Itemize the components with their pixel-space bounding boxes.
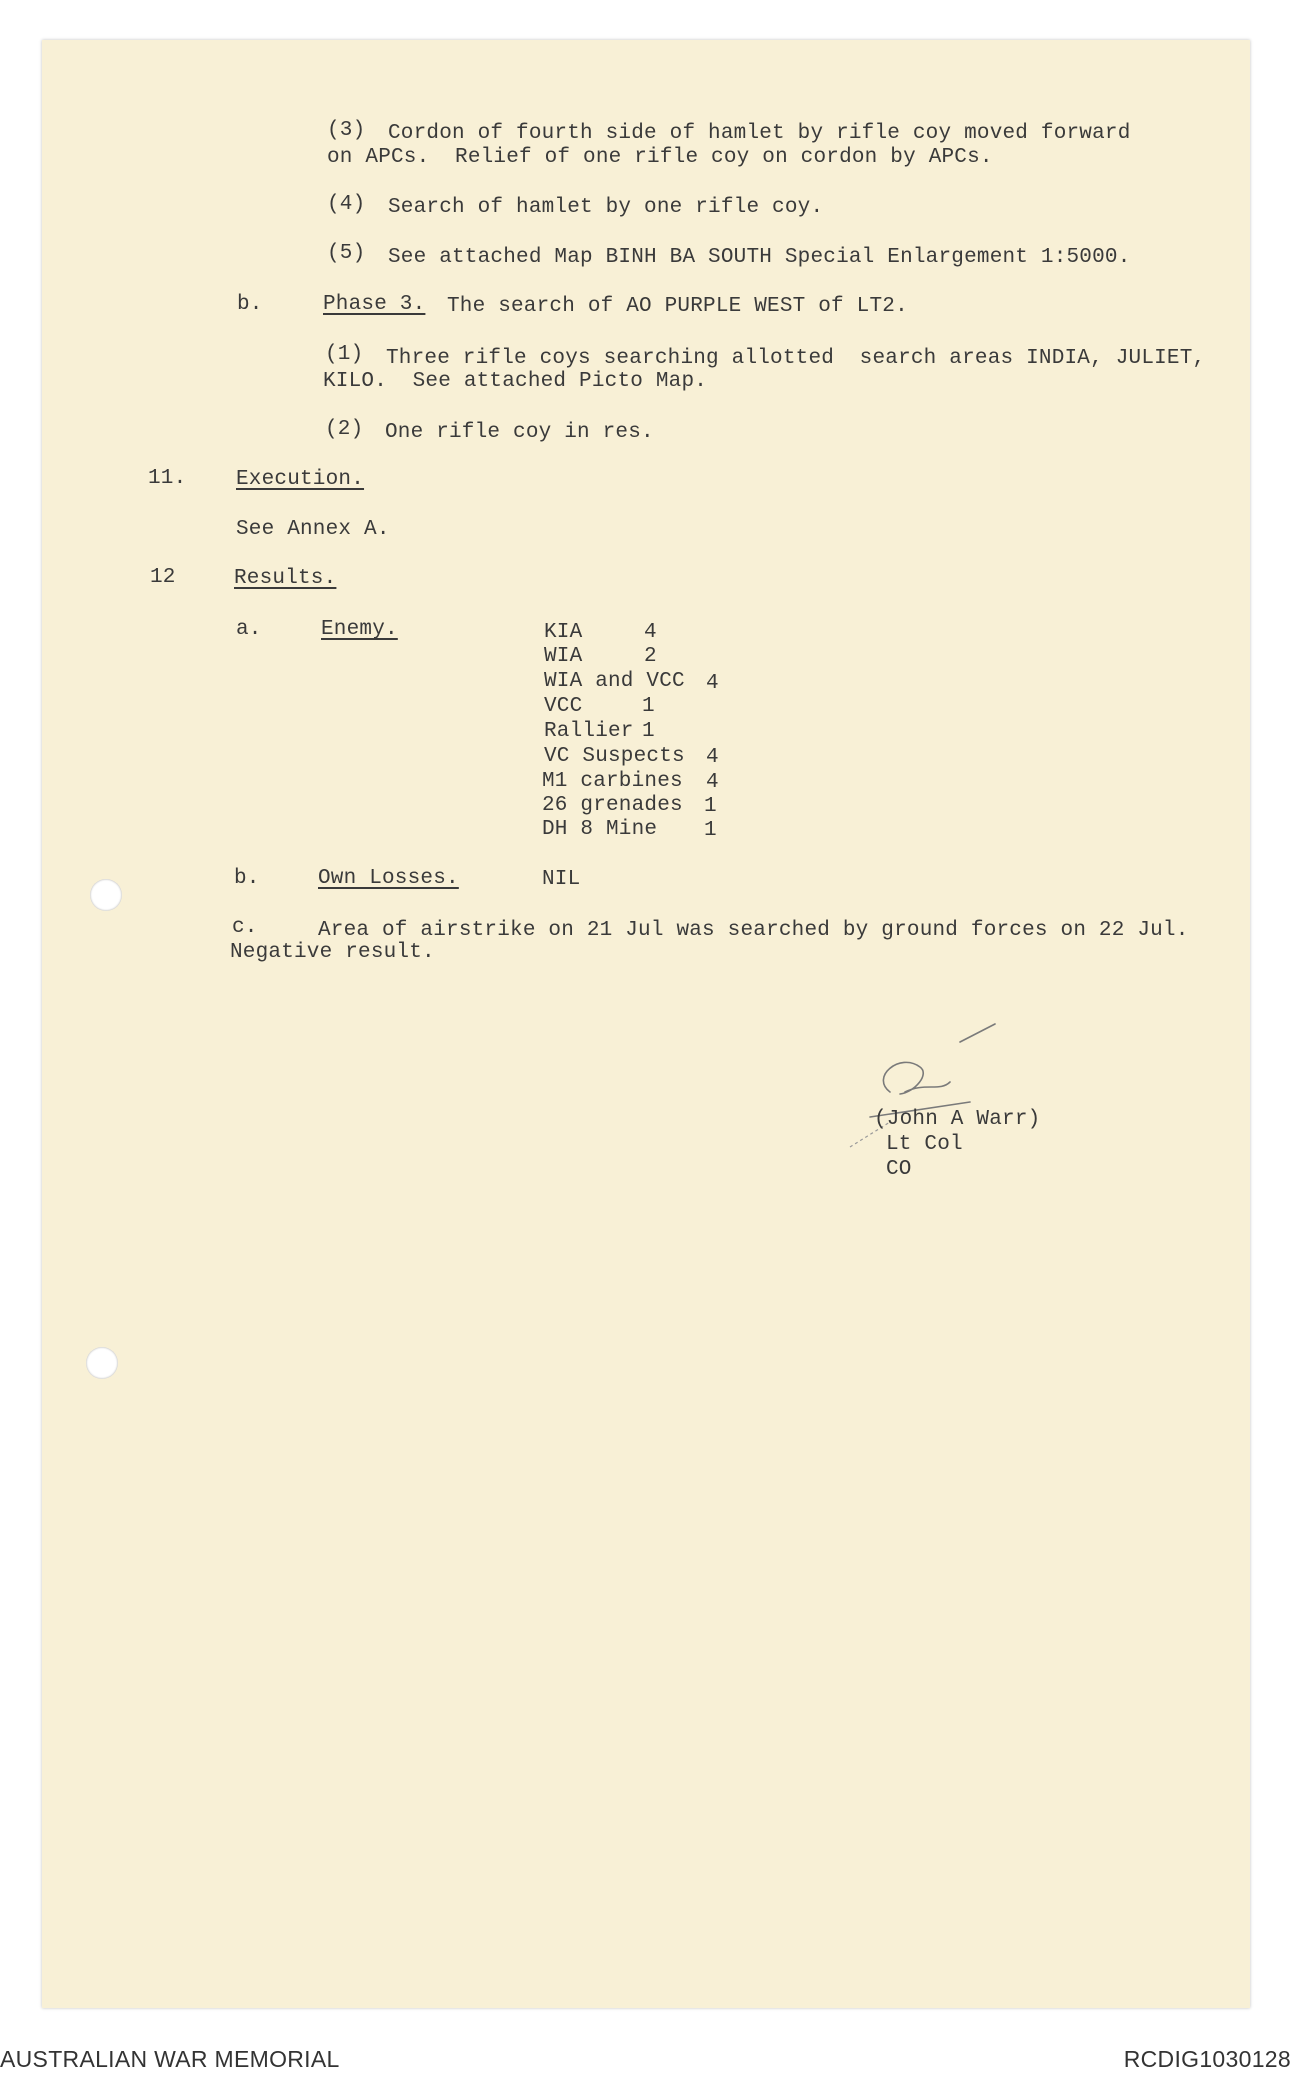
footer-id: RCDIG1030128 <box>1123 2046 1291 2072</box>
result-label: 26 grenades <box>542 794 683 817</box>
section-11-number: 11. <box>148 467 187 490</box>
item-3-number: (3) <box>327 119 366 142</box>
result-value: 1 <box>704 795 717 818</box>
section-12-heading: Results. <box>234 567 337 590</box>
result-value: 1 <box>642 695 655 718</box>
section-12-number: 12 <box>150 566 176 589</box>
item-5-number: (5) <box>327 242 366 265</box>
phase-3-text: The search of AO PURPLE WEST of LT2. <box>447 295 908 318</box>
signatory-role: CO <box>886 1158 912 1181</box>
result-value: 4 <box>706 746 719 769</box>
section-11-text: See Annex A. <box>236 518 390 541</box>
result-label: VC Suspects <box>544 745 685 768</box>
section-11-heading: Execution. <box>236 468 365 491</box>
result-label: M1 carbines <box>542 770 683 793</box>
signatory-name: (John A Warr) <box>874 1108 1041 1131</box>
signatory-rank: Lt Col <box>886 1133 963 1156</box>
own-losses-heading: Own Losses. <box>318 867 459 890</box>
own-losses-value: NIL <box>542 868 581 891</box>
item-5-text: See attached Map BINH BA SOUTH Special Enlargement 1:5000. <box>388 246 1131 269</box>
result-value: 1 <box>704 819 717 842</box>
enemy-heading: Enemy. <box>321 618 398 641</box>
item-4-text: Search of hamlet by one rifle coy. <box>388 196 824 219</box>
result-label: WIA and VCC <box>544 670 685 693</box>
airstrike-line-1: Area of airstrike on 21 Jul was searched by ground forces on 22 Jul. <box>318 919 1189 942</box>
result-label: WIA <box>544 645 583 668</box>
phase-3-item-2-number: (2) <box>325 418 364 441</box>
result-value: 4 <box>706 771 719 794</box>
phase-3-item-1-number: (1) <box>325 343 364 366</box>
airstrike-label: c. <box>232 916 258 939</box>
item-3-line-1: Cordon of fourth side of hamlet by rifle coy moved forward <box>388 122 1131 145</box>
enemy-label: a. <box>236 618 262 641</box>
item-3-line-2: on APCs. Relief of one rifle coy on cordon by APCs. <box>327 146 993 169</box>
result-label: KIA <box>544 621 583 644</box>
phase-3-item-1-line-2: KILO. See attached Picto Map. <box>323 370 708 393</box>
airstrike-line-2: Negative result. <box>230 941 435 964</box>
phase-3-heading: Phase 3. <box>323 293 426 316</box>
phase-3-item-2-text: One rifle coy in res. <box>385 421 654 444</box>
result-value: 4 <box>644 621 657 644</box>
result-value: 4 <box>706 672 719 695</box>
result-value: 1 <box>642 720 655 743</box>
punch-hole-bottom <box>86 1347 118 1379</box>
result-label: Rallier <box>544 720 634 743</box>
phase-3-item-1-line-1: Three rifle coys searching allotted search areas INDIA, JULIET, <box>386 347 1206 370</box>
result-value: 2 <box>644 645 657 668</box>
result-label: DH 8 Mine <box>542 818 658 841</box>
document-page <box>42 40 1250 2008</box>
punch-hole-top <box>90 879 122 911</box>
own-losses-label: b. <box>234 867 260 890</box>
result-label: VCC <box>544 695 583 718</box>
footer-source: AUSTRALIAN WAR MEMORIAL <box>0 2046 340 2072</box>
item-4-number: (4) <box>327 193 366 216</box>
phase-3-label: b. <box>237 293 263 316</box>
